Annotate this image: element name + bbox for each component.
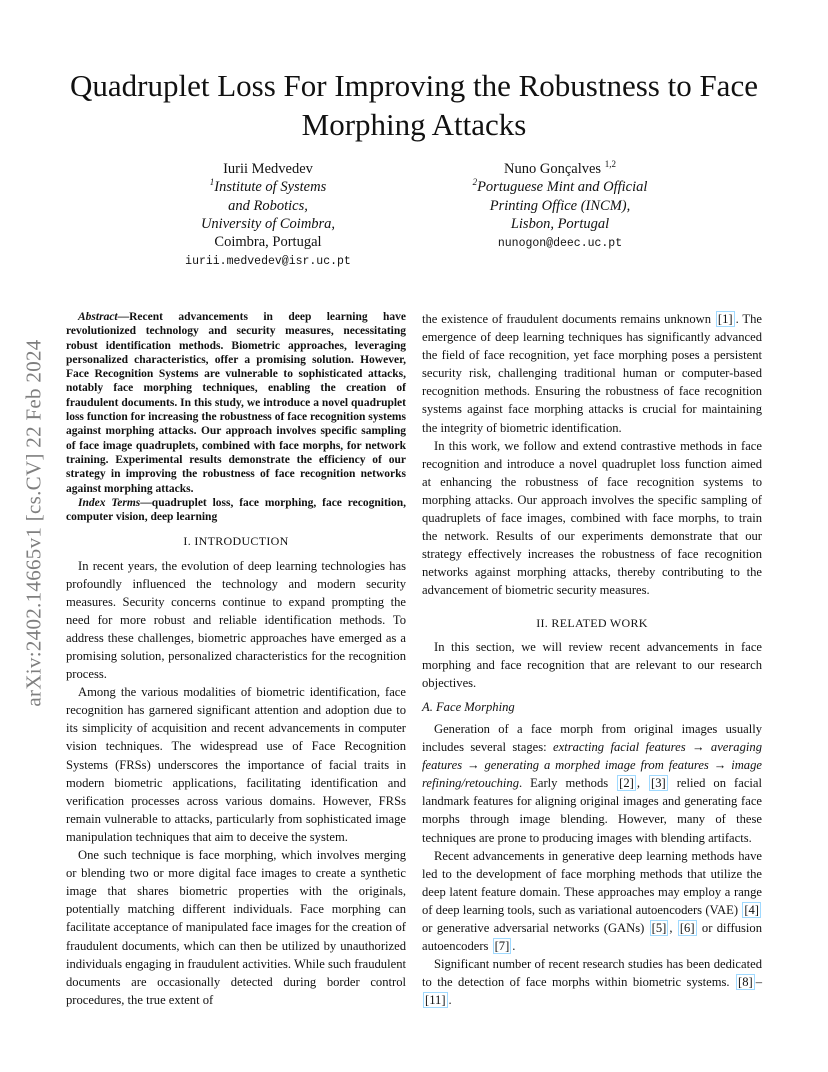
section-heading: I. INTRODUCTION bbox=[183, 534, 289, 549]
author-affiliation: Printing Office (INCM), bbox=[489, 197, 631, 214]
paragraph: Generation of a face morph from original images usually includes several stages: extracting facial features → averaging features → generating a morphed image from features → image refining/retouching. Early methods [2] , [3] relied on facial landmark features for aligning original images and generating face morphs through image blending. However, many of these techniques are prone to producing images with blending artifacts. bbox=[422, 721, 762, 845]
author-block-2 bbox=[430, 160, 690, 253]
author-affiliation: Lisbon, Portugal bbox=[510, 215, 610, 232]
index-terms: Index Terms—quadruplet loss, face morphing, face recognition, computer vision, deep learning bbox=[66, 496, 406, 524]
author-name: Iurii Medvedev bbox=[223, 161, 313, 177]
abstract-text: Abstract—Recent advancements in deep learning have revolutionized technology and security measures, necessitating robust identification methods. Biometric approaches, leveraging personalized characteristics, offer a promising solution. However, Face Recognition Systems are vulnerable to sophisticated attacks, notably face morphing techniques, enabling the creation of fraudulent documents. In this study, we introduce a novel quadruplet loss function for increasing the robustness of face recognition systems against morphing attacks. Our approach involves specific sampling of face image quadruplets, combined with face morphs, for network training. Experimental results demonstrate the efficiency of our strategy in improving the robustness of face recognition networks against morphing attacks. bbox=[66, 311, 406, 495]
paper-title: Quadruplet Loss For Improving the Robustness to Face Morphing Attacks bbox=[70, 68, 758, 142]
author-affiliation: and Robotics, bbox=[228, 197, 308, 214]
citation-link[interactable]: [3] bbox=[651, 776, 666, 791]
citation-link[interactable]: [8] bbox=[738, 975, 753, 990]
paragraph: the existence of fraudulent documents remains unknown [1] . The emergence of deep learning techniques has significantly advanced the field of face recognition, yet face morphing poses a persistent security risk, challenging traditional human or computer-based recognition methods. Ensuring the robustness of face recognition systems against face morphing attacks is crucial for maintaining the integrity of biometric identification. bbox=[422, 312, 762, 435]
author-location: Coimbra, Portugal bbox=[214, 234, 322, 251]
subsection-heading: A. Face Morphing bbox=[422, 699, 515, 714]
paragraph: Significant number of recent research studies has been dedicated to the detection of face morphs within biometric systems. [8] –[11] . bbox=[422, 957, 762, 1008]
citation-link[interactable]: [6] bbox=[679, 921, 695, 935]
author-email: nunogon@deec.uc.pt bbox=[497, 237, 623, 251]
paragraph: In this work, we follow and extend contrastive methods in face recognition and introduce a novel quadruplet loss function aimed at enhancing the robustness of face recognition systems to morphing attacks. Our approach involves the specific sampling of quadruplets of face images, combined with face morphs, to train the network. Results of our experiments demonstrate that our strategy effectively increases the robustness of face recognition networks against morphing attacks, thereby contributing to the advancement of biometric security measures. bbox=[422, 438, 762, 598]
paragraph: In this section, we will review recent advancements in face morphing and face recognition that are relevant to our research objectives. bbox=[422, 639, 762, 690]
author-name: Nuno Gonçalves $^{1,2}$ bbox=[504, 159, 616, 177]
citation-link[interactable]: [1] bbox=[717, 312, 733, 326]
citation-link[interactable]: [11] bbox=[425, 993, 446, 1008]
author-email: iurii.medvedev@isr.uc.pt bbox=[185, 255, 351, 269]
author-affiliation: University of Coimbra, bbox=[200, 215, 336, 232]
author-affiliation: $^1$Institute of Systems bbox=[209, 177, 327, 196]
author-block-1 bbox=[138, 160, 398, 272]
left-column bbox=[66, 310, 406, 1009]
paragraph: Among the various modalities of biometric identification, face recognition has garnered significant attention and adoption due to its simplicity of acquisition and recent advancements in computer vision techniques. The widespread use of Face Recognition Systems (FRSs) underscores the importance of facial traits in modern biometric applications, facilitating identification and verification processes across various domains. However, FRSs remain vulnerable to attacks, particularly from sophisticated image manipulation techniques that aim to deceive the system. bbox=[66, 685, 406, 844]
paragraph: Recent advancements in generative deep learning methods have led to the development of face morphing methods that utilize the deep latent feature domain. These approaches may employ a range of deep learning tools, such as variational autoencoders (VAE) [4] or generative adversarial networks (GANs) [5] , [6] or diffusion autoencoders [7] . bbox=[422, 848, 762, 954]
paragraph: In recent years, the evolution of deep learning technologies has profoundly influenced the technology and modern security measures. Security concerns continue to expand prompting the need for more robust and reliable identification methods. To address these challenges, biometric approaches have emerged as a promising solution, personalized characteristics for the recognition process. bbox=[66, 558, 406, 682]
citation-link[interactable]: [7] bbox=[494, 939, 510, 954]
paragraph: One such technique is face morphing, which involves merging or blending two or more digital face images to create a synthetic image that shares biometric properties with the originals, potentially matching different individuals. Face morphing can facilitate acceptance of manipulated face images for the creation of fraudulent documents, which can then be utilized by unauthorized individuals engaging in fraudulent activities. While such fraudulent documents are occasionally detected during border control procedures, the true extent of bbox=[66, 848, 406, 1007]
citation-link[interactable]: [2] bbox=[619, 776, 634, 791]
citation-link[interactable]: [4] bbox=[744, 902, 759, 917]
citation-link[interactable]: [5] bbox=[651, 921, 667, 935]
author-affiliation: $^2$Portuguese Mint and Official bbox=[472, 177, 648, 196]
abstract bbox=[66, 310, 406, 524]
arxiv-identifier-stamp bbox=[22, 288, 46, 758]
section-heading: II. RELATED WORK bbox=[536, 615, 648, 630]
arxiv-identifier-text: arXiv:2402.14665v1 [cs.CV] 22 Feb 2024 bbox=[21, 339, 46, 707]
right-column bbox=[422, 310, 762, 1009]
